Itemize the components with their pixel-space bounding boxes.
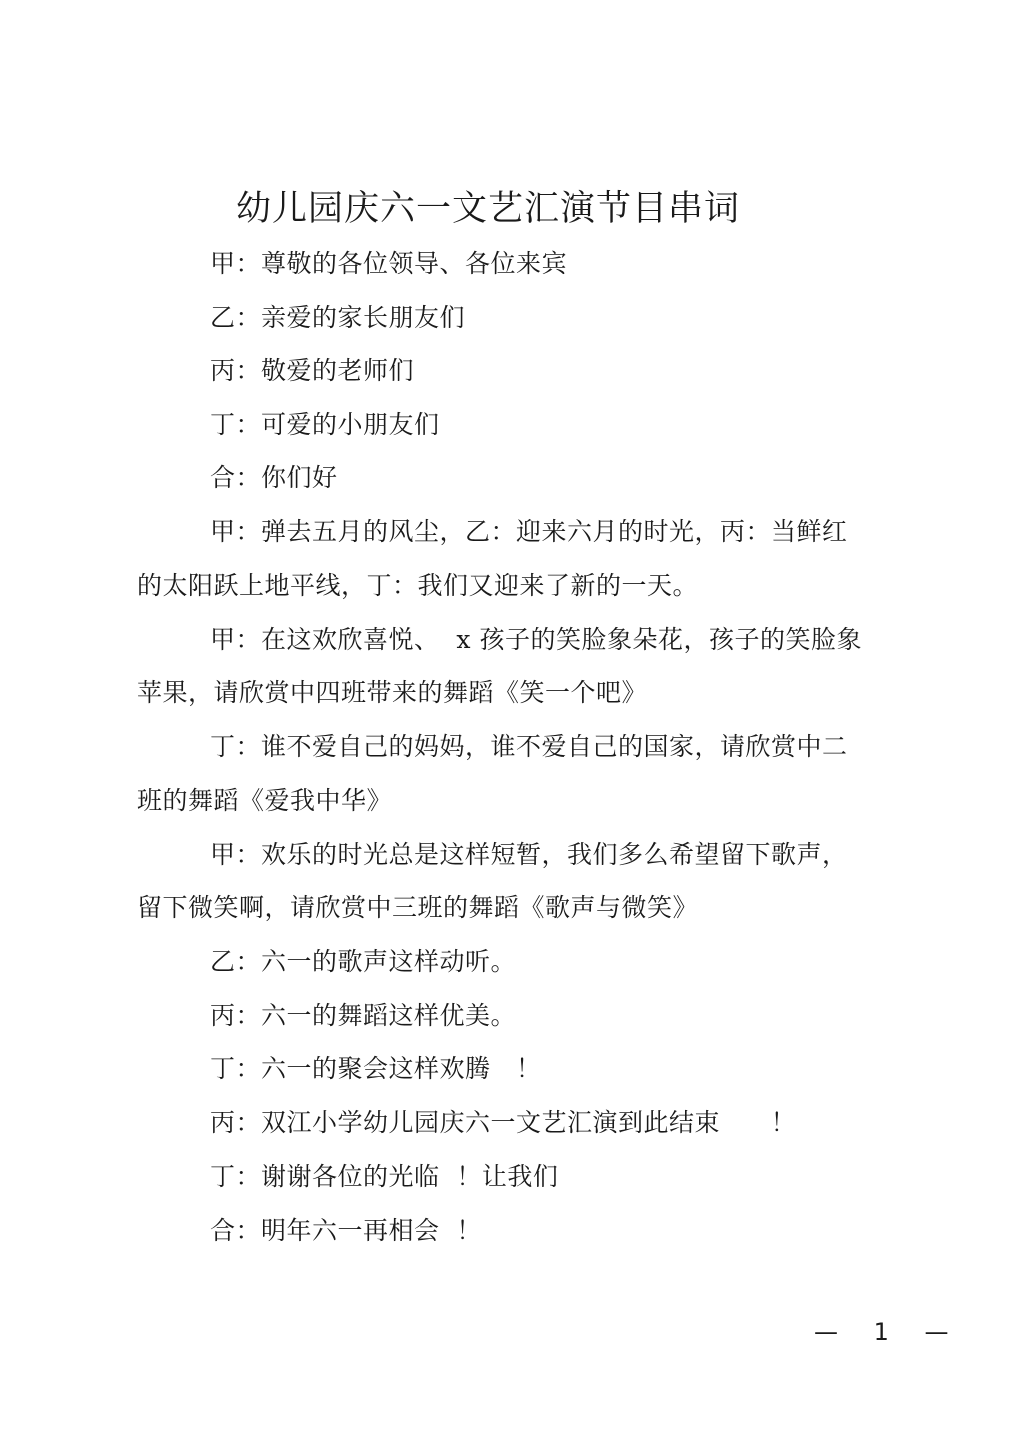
script-line-9: 甲：欢乐的时光总是这样短暂，我们多么希望留下歌声， bbox=[210, 840, 848, 869]
script-line-12: 丁：六一的聚会这样欢腾 ！ bbox=[210, 1054, 542, 1083]
script-line-2: 乙：亲爱的家长朋友们 bbox=[210, 303, 466, 332]
script-line-7: 甲：在这欢欣喜悦、 x 孩子的笑脸象朵花，孩子的笑脸象 bbox=[210, 625, 862, 654]
script-line-8: 丁：谁不爱自己的妈妈，谁不爱自己的国家，请欣赏中二 bbox=[210, 732, 848, 761]
document-title: 幼儿园庆六一文艺汇演节目串词 bbox=[235, 189, 740, 229]
script-line-8-continued: 班的舞蹈《爱我中华》 bbox=[137, 786, 393, 815]
script-line-15: 合：明年六一再相会 ！ bbox=[210, 1216, 482, 1245]
script-line-5: 合：你们好 bbox=[210, 463, 338, 492]
script-line-1: 甲：尊敬的各位领导、各位来宾 bbox=[210, 249, 568, 278]
script-line-6-continued: 的太阳跃上地平线，丁：我们又迎来了新的一天。 bbox=[137, 571, 699, 600]
script-line-9-continued: 留下微笑啊，请欣赏中三班的舞蹈《歌声与微笑》 bbox=[137, 893, 699, 922]
script-line-10: 乙：六一的歌声这样动听。 bbox=[210, 947, 517, 976]
page-number: — 1 — bbox=[814, 1318, 963, 1346]
script-line-6: 甲：弹去五月的风尘，乙：迎来六月的时光，丙：当鲜红 bbox=[210, 517, 848, 546]
script-line-4: 丁：可爱的小朋友们 bbox=[210, 410, 440, 439]
script-line-3: 丙：敬爱的老师们 bbox=[210, 356, 415, 385]
script-line-13: 丙：双江小学幼儿园庆六一文艺汇演到此结束 ！ bbox=[210, 1108, 797, 1137]
script-line-7-continued: 苹果，请欣赏中四班带来的舞蹈《笑一个吧》 bbox=[137, 678, 648, 707]
script-line-14: 丁：谢谢各位的光临 ！让我们 bbox=[210, 1162, 559, 1191]
script-line-11: 丙：六一的舞蹈这样优美。 bbox=[210, 1001, 517, 1030]
